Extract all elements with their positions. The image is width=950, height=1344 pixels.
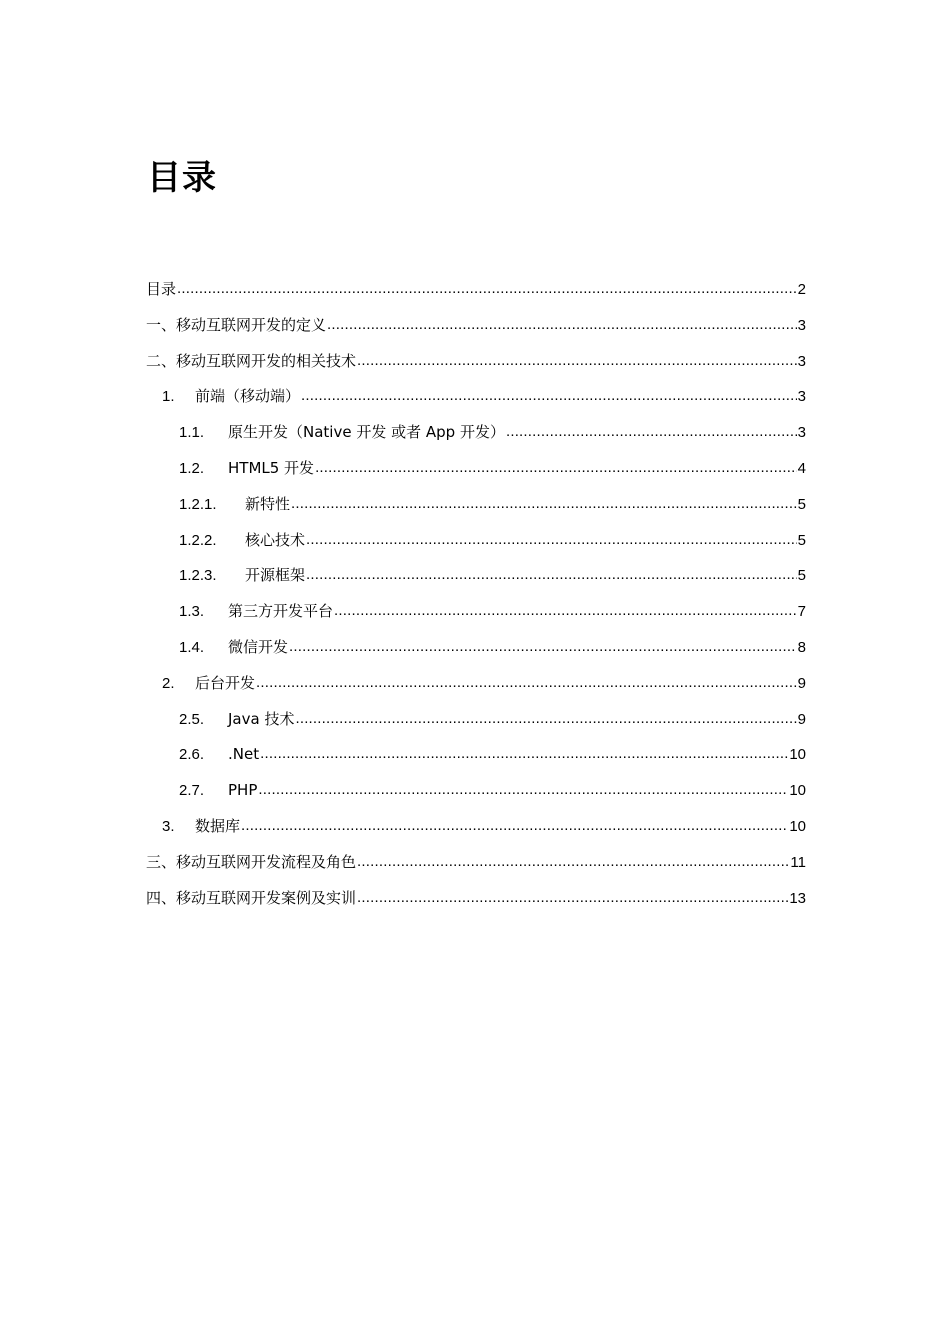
toc-entry-number: 2.6.	[179, 746, 205, 764]
toc-dot-leader	[177, 271, 797, 307]
toc-entry-number: 1.2.	[179, 459, 205, 477]
toc-entry-label: 第三方开发平台	[228, 602, 334, 621]
toc-entry[interactable]	[146, 487, 806, 523]
toc-dot-leader	[258, 772, 788, 808]
toc-entry-number: 1.2.2.	[179, 531, 217, 549]
toc-dot-leader	[241, 808, 788, 844]
toc-entry-number: 1.1.	[179, 424, 205, 442]
toc-entry[interactable]	[146, 523, 806, 559]
toc-entry-page: 5	[797, 567, 806, 585]
toc-dot-leader	[260, 736, 788, 772]
toc-entry-label: 四、移动互联网开发案例及实训	[146, 888, 357, 907]
toc-entry[interactable]	[146, 344, 806, 380]
toc-entry-page: 3	[797, 388, 806, 406]
toc-entry-number: 2.5.	[179, 710, 205, 728]
toc-dot-leader	[306, 522, 797, 558]
toc-entry-label: 核心技术	[245, 530, 306, 549]
toc-dot-leader	[306, 557, 797, 593]
toc-entry-number: 3.	[162, 817, 175, 835]
toc-entry-page: 3	[797, 316, 806, 334]
toc-entry-page: 4	[797, 459, 806, 477]
toc-entry-label: 数据库	[195, 816, 241, 835]
toc-entry-page: 10	[789, 746, 806, 764]
toc-entry-number: 1.	[162, 388, 175, 406]
toc-entry[interactable]	[146, 272, 806, 308]
toc-entry-label: 后台开发	[195, 673, 256, 692]
toc-entry-page: 5	[797, 531, 806, 549]
toc-entry[interactable]	[146, 845, 806, 881]
toc-entry[interactable]	[146, 737, 806, 773]
toc-entry-label: 一、移动互联网开发的定义	[146, 315, 327, 334]
toc-dot-leader	[357, 343, 797, 379]
toc-dot-leader	[506, 414, 797, 450]
toc-entry-label: 二、移动互联网开发的相关技术	[146, 351, 357, 370]
toc-entry-page: 2	[797, 281, 806, 298]
toc-entry-label: 新特性	[245, 494, 291, 513]
toc-entry-label: Java 技术	[228, 709, 295, 728]
toc-entry-page: 9	[797, 674, 806, 692]
toc-entry-page: 3	[797, 352, 806, 370]
toc-entry-number: 1.4.	[179, 638, 205, 656]
toc-entry[interactable]	[146, 451, 806, 487]
toc-entry-page: 7	[797, 603, 806, 621]
toc-entry[interactable]	[146, 594, 806, 630]
toc-entry-number: 2.	[162, 674, 175, 692]
toc-dot-leader	[357, 844, 789, 880]
toc-entry-number: 1.2.1.	[179, 495, 217, 513]
toc-entry-page: 10	[789, 817, 806, 835]
toc-entry-page: 5	[797, 495, 806, 513]
toc-dot-leader	[301, 378, 797, 414]
toc-entry-page: 8	[797, 638, 806, 656]
toc-entry[interactable]	[146, 881, 806, 917]
table-of-contents	[146, 272, 806, 916]
toc-entry-label: PHP	[228, 781, 258, 800]
toc-entry[interactable]	[146, 702, 806, 738]
toc-entry-label: 三、移动互联网开发流程及角色	[146, 852, 357, 871]
toc-dot-leader	[295, 701, 796, 737]
toc-entry-number: 2.7.	[179, 782, 205, 800]
page-title: 目录	[147, 158, 217, 198]
toc-entry-label: HTML5 开发	[228, 458, 315, 477]
toc-entry[interactable]	[146, 558, 806, 594]
toc-entry[interactable]	[146, 379, 806, 415]
toc-entry-label: 开源框架	[245, 566, 306, 585]
toc-dot-leader	[357, 880, 788, 916]
toc-entry-label: 原生开发（Native 开发 或者 App 开发）	[228, 423, 505, 442]
toc-entry-label: 微信开发	[228, 637, 289, 656]
toc-entry-page: 10	[789, 782, 806, 800]
toc-dot-leader	[315, 450, 797, 486]
toc-dot-leader	[334, 593, 797, 629]
toc-entry-label: 目录	[146, 280, 177, 298]
toc-entry[interactable]	[146, 666, 806, 702]
toc-entry-label: .Net	[228, 745, 260, 764]
toc-entry-page: 11	[790, 853, 806, 871]
toc-dot-leader	[327, 307, 797, 343]
toc-entry-label: 前端（移动端）	[195, 387, 301, 406]
toc-entry-page: 9	[797, 710, 806, 728]
toc-dot-leader	[256, 665, 797, 701]
toc-entry[interactable]	[146, 809, 806, 845]
toc-entry[interactable]	[146, 308, 806, 344]
toc-entry[interactable]	[146, 773, 806, 809]
toc-entry-number: 1.3.	[179, 603, 205, 621]
toc-entry[interactable]	[146, 630, 806, 666]
toc-entry-page: 13	[789, 889, 806, 907]
toc-dot-leader	[291, 486, 797, 522]
toc-entry[interactable]	[146, 415, 806, 451]
toc-entry-number: 1.2.3.	[179, 567, 217, 585]
toc-entry-page: 3	[797, 424, 806, 442]
toc-dot-leader	[289, 629, 797, 665]
